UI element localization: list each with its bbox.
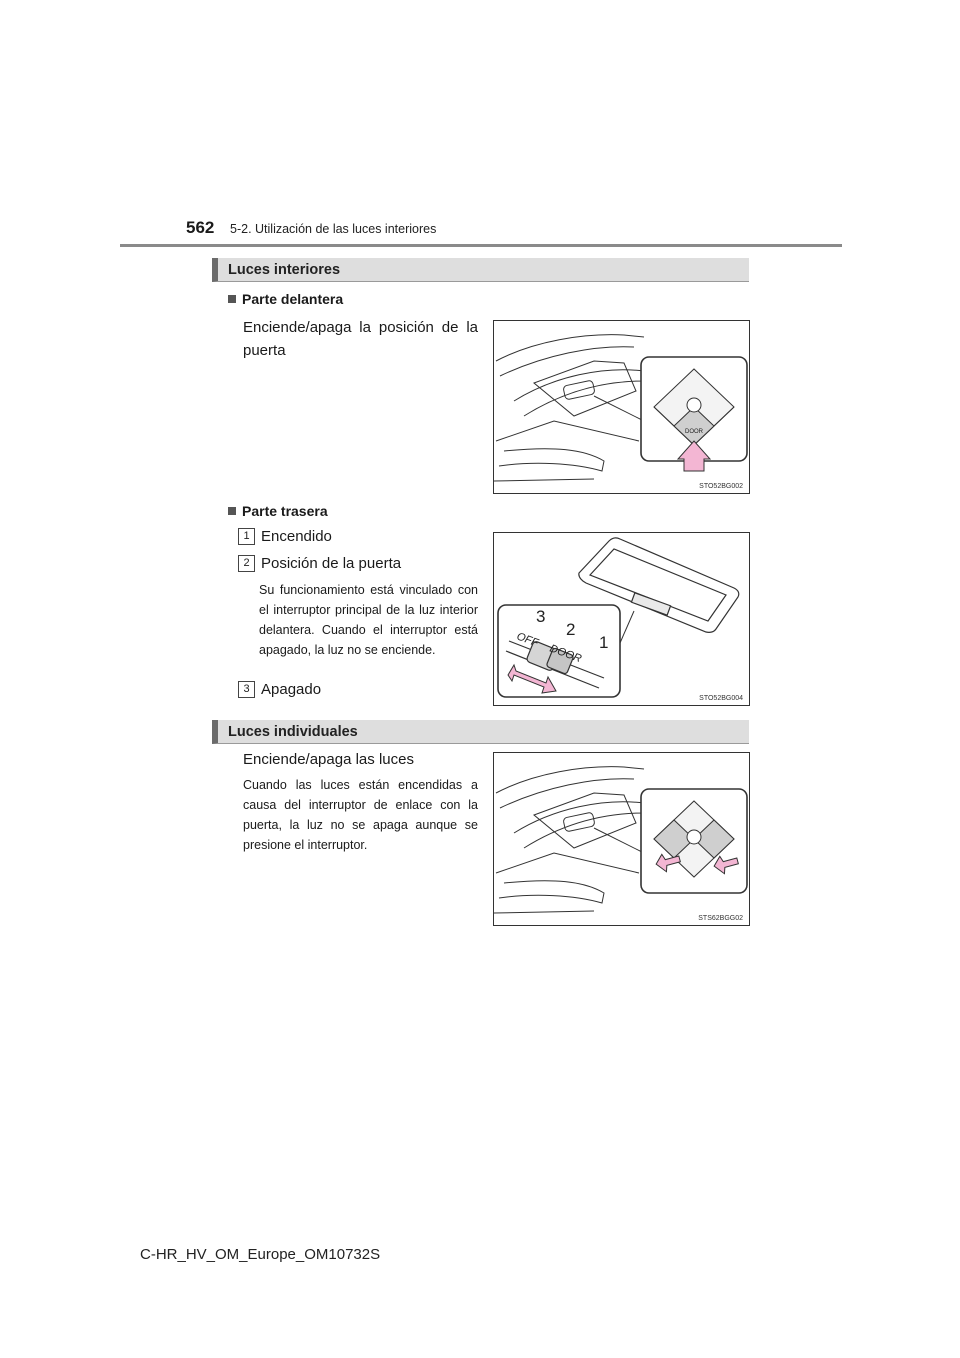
section-title: Luces individuales — [228, 724, 358, 740]
callout-1: 1 — [599, 633, 609, 652]
chapter-title: 5-2. Utilización de las luces interiores — [230, 222, 437, 236]
figure-rear-light — [493, 532, 750, 706]
item-label: Posición de la puerta — [261, 555, 402, 572]
list-item — [238, 528, 332, 546]
front-description: Enciende/apaga la posición de la puerta — [243, 319, 478, 359]
subheading-rear — [228, 503, 328, 519]
figure-code: STO52BG002 — [699, 483, 743, 490]
square-bullet-icon — [228, 507, 236, 515]
figure-code: STO52BG004 — [699, 695, 743, 702]
off-label: OFF — [514, 630, 540, 650]
header-rule — [120, 244, 842, 247]
subheading-rear-label: Parte trasera — [242, 503, 328, 519]
number-badge: 2 — [238, 555, 255, 572]
rear-light-illustration — [494, 533, 750, 706]
figure-code: STS62BGG02 — [698, 915, 743, 922]
square-bullet-icon — [228, 295, 236, 303]
list-item — [238, 681, 321, 699]
individual-note: Cuando las luces están encendidas a causa del interruptor de enlace con la puerta, la luz no se apaga aunque se presione el interruptor. — [243, 778, 478, 852]
individual-lights-illustration — [494, 753, 750, 926]
number-badge: 1 — [238, 528, 255, 545]
callout-2: 2 — [566, 620, 576, 639]
item-label: Apagado — [261, 681, 322, 698]
number-badge: 3 — [238, 681, 255, 698]
front-console-illustration — [494, 321, 750, 494]
list-item — [238, 555, 401, 573]
footer-doc-id: C-HR_HV_OM_Europe_OM10732S — [140, 1246, 381, 1263]
item-label: Encendido — [261, 528, 332, 545]
figure-individual-lights — [493, 752, 750, 926]
figure-front-console — [493, 320, 750, 494]
door-label: DOOR — [547, 642, 584, 666]
section-heading-luces-individuales — [212, 720, 749, 744]
callout-3: 3 — [536, 607, 546, 626]
rear-note: Su funcionamiento está vinculado con el interruptor principal de la luz interior delantera. Cuando el interruptor está apagado, la luz no se enciende. — [259, 583, 478, 657]
door-label: DOOR — [685, 429, 703, 435]
page-number: 562 — [186, 218, 215, 237]
subheading-front-label: Parte delantera — [242, 291, 344, 307]
section-heading-luces-interiores — [212, 258, 749, 282]
subheading-front — [228, 291, 343, 307]
individual-description: Enciende/apaga las luces — [243, 751, 414, 768]
section-title: Luces interiores — [228, 262, 341, 278]
